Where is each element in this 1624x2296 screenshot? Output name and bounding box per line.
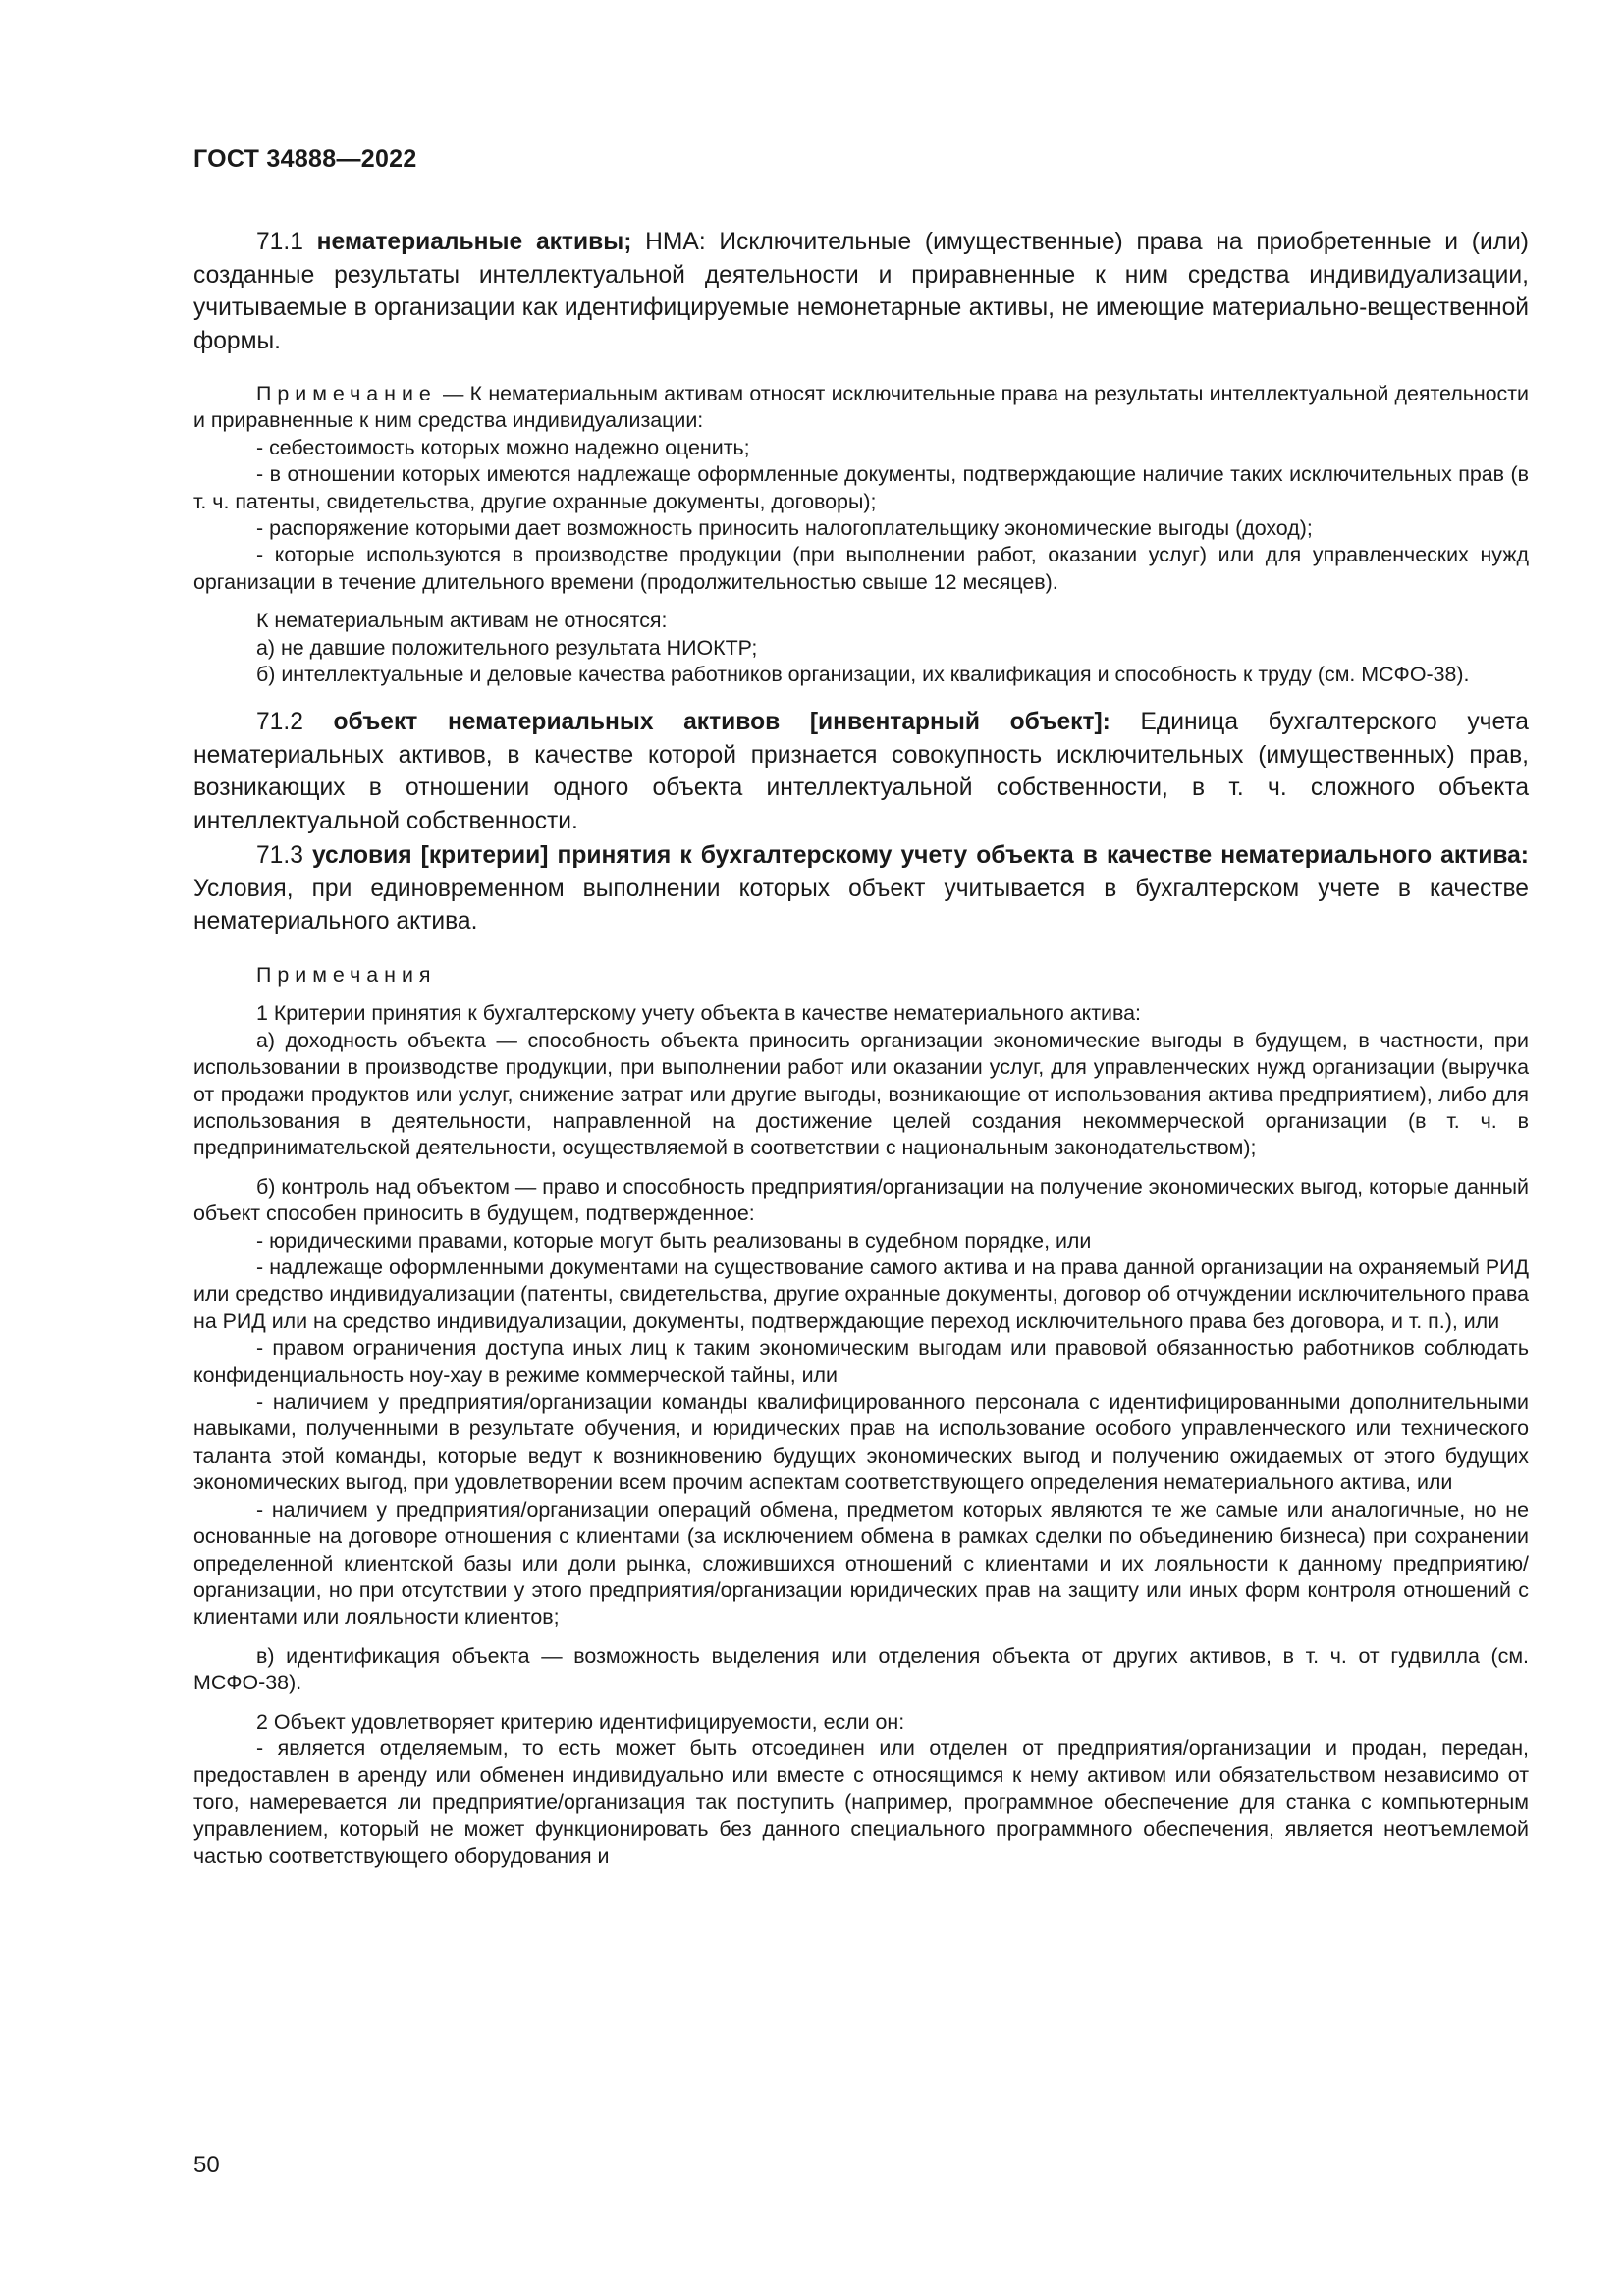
page-number: 50 [193,2152,220,2178]
document-body [193,226,1529,1870]
term-definition: НМА: Исключительные (имущественные) права на приобретенные и (или) созданные результаты интеллектуальной деятельности и приравненные к ним средства индивидуализации, учитываемые в организации как идентифицируемые немонетарные активы, не имеющие материально-вещественной формы. [193,229,1529,354]
term-number: 71.3 [256,842,303,870]
term-71-2 [193,706,1529,837]
note-not-included-item: а) не давшие положительного результата НИОКТР; [256,635,758,660]
note-1-item-c: в) идентификация объекта — возможность выделения или отделения объекта от других активов, в т. ч. от гудвилла (см. МСФО-38). [193,1643,1529,1695]
term-71-1 [193,226,1529,357]
note-1-b-list-item: - наличием у предприятия/организации операций обмена, предметом которых являются те же самые или аналогичные, но не основанные на договоре отношения с клиентами (за исключением обмена в рамках сделки по объединению бизнеса) при сохранении определенной клиентской базы или доли рынка, сложившихся отношений с клиентами и их лояльности к данному предприятию/организации, но при отсутствии у этого предприятия/организации юридических прав на защиту или иных форм контроля отношений с клиентами или лояльности клиентов; [193,1497,1529,1629]
note-1-b-list-item: - наличием у предприятия/организации команды квалифицированного персонала с идентифицированными дополнительными навыками, полученными в результате обучения, и юридических прав на использование особого управленческого или технического таланта этой команды, которые ведут к возникновению будущих экономических выгод и получению ожидаемых от этого будущих экономических выгод, при удовлетворении всем прочим аспектам соответствующего определения нематериального актива, или [193,1390,1529,1495]
note-list-item: - себестоимость которых можно надежно оценить; [256,435,750,459]
document-page [193,145,1529,2207]
note-intro-text: — К нематериальным активам относят исключительные права на результаты интеллектуальной деятельности и приравненные к ним средства индивидуализации: [193,382,1529,433]
note-list-item: - в отношении которых имеются надлежаще оформленные документы, подтверждающие наличие таких исключительных прав (в т. ч. патенты, свидетельства, другие охранные документы, договоры); [193,462,1529,513]
term-name: нематериальные активы; [316,229,632,255]
note-not-included-title: К нематериальным активам не относятся: [256,609,668,633]
term-definition: Единица бухгалтерского учета нематериальных активов, в качестве которой признается совокупность исключительных (имущественных) прав, возникающих в отношении одного объекта интеллектуальной собственности, в т. ч. сложного объекта интеллектуальной собственности. [193,709,1529,834]
note-list-item: - которые используются в производстве продукции (при выполнении работ, оказании услуг) или для управленческих нужд организации в течение длительного времени (продолжительностью свыше 12 месяцев). [193,543,1529,594]
note-label: Примечание [256,382,437,405]
term-definition: Условия, при единовременном выполнении которых объект учитывается в бухгалтерском учете в качестве нематериального актива. [193,875,1529,935]
note-1-item-a: а) доходность объекта — способность объекта приносить организации экономические выгоды в будущем, в частности, при использовании в производстве продукции, при выполнении работ или оказании услуг, для управленческих нужд организации (выручка от продажи продуктов или услуг, снижение затрат или другие выгоды, возникающие от использования актива предприятием), либо для использования в деятельности, направленной на достижение целей создания некоммерческой организации (в т. ч. в предпринимательской деятельности, осуществляемой в соответствии с национальным законодательством); [193,1028,1529,1160]
note-not-included-item: б) интеллектуальные и деловые качества работников организации, их квалификация и способность к труду (см. МСФО-38). [256,663,1470,687]
note-block-2 [193,962,1529,1870]
note-list-item: - распоряжение которыми дает возможность приносить налогоплательщику экономические выгоды (доход); [256,516,1313,541]
note-2-title: 2 Объект удовлетворяет критерию идентифицируемости, если он: [256,1709,905,1734]
term-name: условия [критерии] принятия к бухгалтерскому учету объекта в качестве нематериального актива: [311,842,1529,870]
note-1-title: 1 Критерии принятия к бухгалтерскому учету объекта в качестве нематериального актива: [256,1001,1141,1026]
notes-label: Примечания [256,962,437,987]
term-71-3 [193,839,1529,938]
note-1-b-list-item: - правом ограничения доступа иных лиц к таким экономическим выгодам или правовой обязанностью работников соблюдать конфиденциальность ноу-хау в режиме коммерческой тайны, или [193,1336,1529,1387]
term-number: 71.2 [256,709,303,736]
document-header: ГОСТ 34888—2022 [193,145,417,173]
note-2-list-item: - является отделяемым, то есть может быть отсоединен или отделен от предприятия/организации и продан, передан, предоставлен в аренду или обменен индивидуально или вместе с относящимся к нему активом или обязательством независимо от того, намеревается ли предприятие/организация так поступить (например, программное обеспечение для станка с компьютерным управлением, который не может функционировать без данного специального программного обеспечения, является неотъемлемой частью соответствующего оборудования и [193,1735,1529,1868]
note-1-item-b: б) контроль над объектом — право и способность предприятия/организации на получение экономических выгод, которые данный объект способен приносить в будущем, подтвержденное: [193,1174,1529,1226]
note-intro [193,381,1529,435]
note-1-b-list-item: - надлежаще оформленными документами на существование самого актива и на права данной организации на охраняемый РИД или средство индивидуализации (патенты, свидетельства, другие охранные документы, договор об отчуждении исключительного права на РИД или на средство индивидуализации, документы, подтверждающие переход исключительного права без договора, и т. п.), или [193,1255,1529,1333]
note-block-1 [193,381,1529,688]
term-number: 71.1 [256,229,303,255]
term-name: объект нематериальных активов [инвентарный объект]: [333,709,1110,736]
note-1-b-list-item: - юридическими правами, которые могут быть реализованы в судебном порядке, или [256,1228,1092,1253]
